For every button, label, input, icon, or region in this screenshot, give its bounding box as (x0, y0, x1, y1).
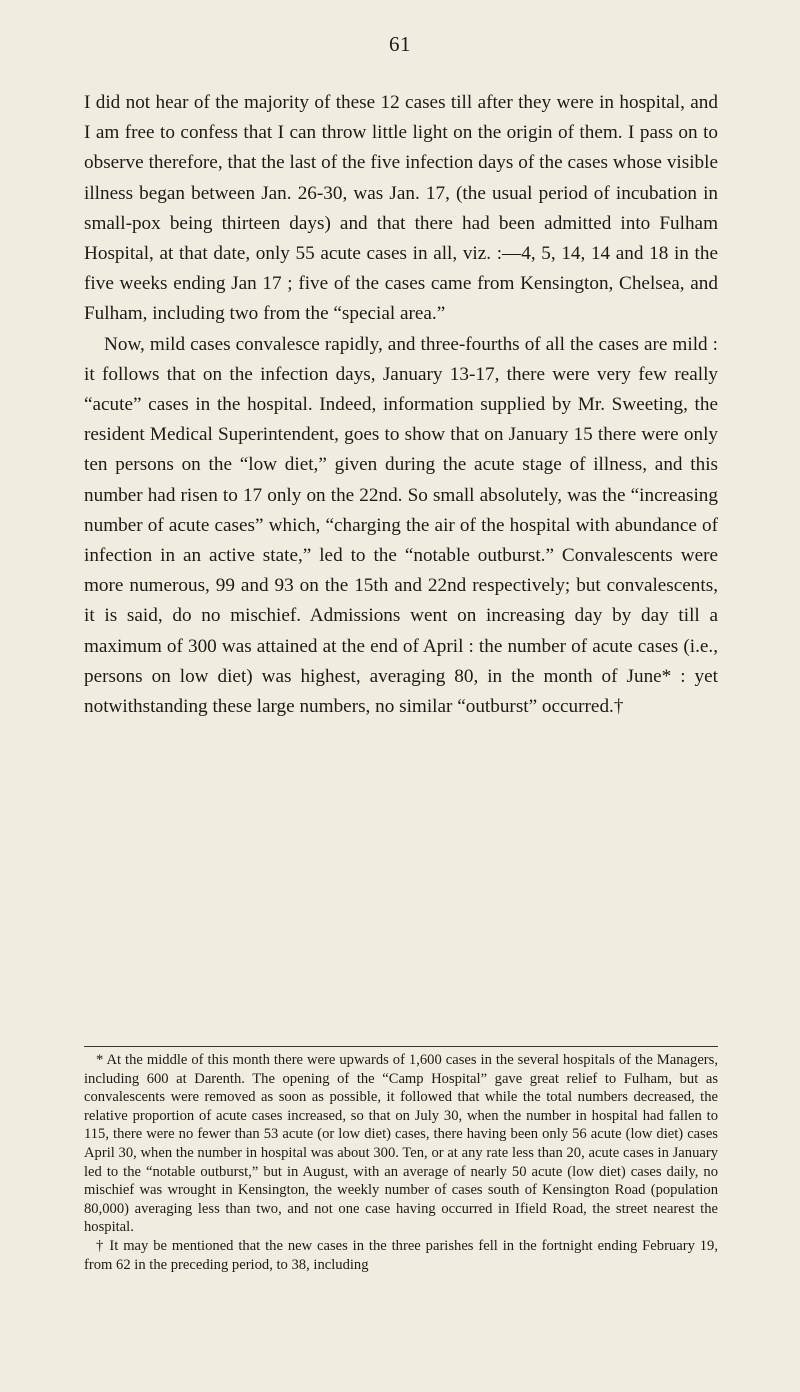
page-number: 61 (389, 32, 411, 56)
paragraph-1: I did not hear of the majority of these 12 cases till after they were in hospital, and I am free to confess that I can throw little light on the origin of them. I pass on to observe therefore, that the last of the five infection days of the cases whose visible illness began between Jan. 26-30, was Jan. 17, (the usual period of incubation in small-pox being thirteen days) and that there had been admitted into Fulham Hospital, at that date, only 55 acute cases in all, viz. :—4, 5, 14, 14 and 18 in the five weeks ending Jan 17 ; five of the cases came from Kensington, Chelsea, and Fulham, including two from the “special area.” (84, 92, 718, 325)
paragraph-2: Now, mild cases convalesce rapidly, and three-fourths of all the cases are mild : it follows that on the infection days, January 13-17, there were very few really “acute” cases in the hospital. Indeed, information supplied by Mr. Sweeting, the resident Medical Superintendent, goes to show that on January 15 there were only ten persons on the “low diet,” given during the acute stage of illness, and this number had risen to 17 only on the 22nd. So small absolutely, was the “increasing number of acute cases” which, “charging the air of the hospital with abundance of infection in an active state,” led to the “notable outburst.” Convalescents were more numerous, 99 and 93 on the 15th and 22nd respectively; but convalescents, it is said, do no mischief. Admissions went on increasing day by day till a maximum of 300 was attained at the end of April : the number of acute cases (i.e., persons on low diet) was highest, averaging 80, in the month of June* : yet notwithstanding these large numbers, no similar “outburst” occurred.† (84, 333, 718, 718)
footnotes (84, 1046, 718, 1274)
footnote-asterisk: * At the middle of this month there were upwards of 1,600 cases in the several hospitals of the Managers, including 600 at Darenth. The opening of the “Camp Hospital” gave great relief to Fulham, but as convalescents were removed as soon as possible, it followed that while the total numbers decreased, the relative proportion of acute cases increased, so that on July 30, when the number in hospital had fallen to 115, there were no fewer than 53 acute (or low diet) cases, there having been only 56 acute (low diet) cases April 30, when the number in hospital was about 300. Ten, or at any rate less than 20, acute cases in January led to the “notable outburst,” but in August, with an average of nearly 50 acute (low diet) cases daily, no mischief was wrought in Kensington, the weekly number of cases south of Kensington Road (population 80,000) averaging less than two, and not one case having occurred in Ifield Road, the street nearest the hospital. (84, 1052, 718, 1236)
footnote-dagger: † It may be mentioned that the new cases in the three parishes fell in the fortnight ending February 19, from 62 in the preceding period, to 38, including (84, 1237, 718, 1273)
body-text (84, 88, 718, 722)
